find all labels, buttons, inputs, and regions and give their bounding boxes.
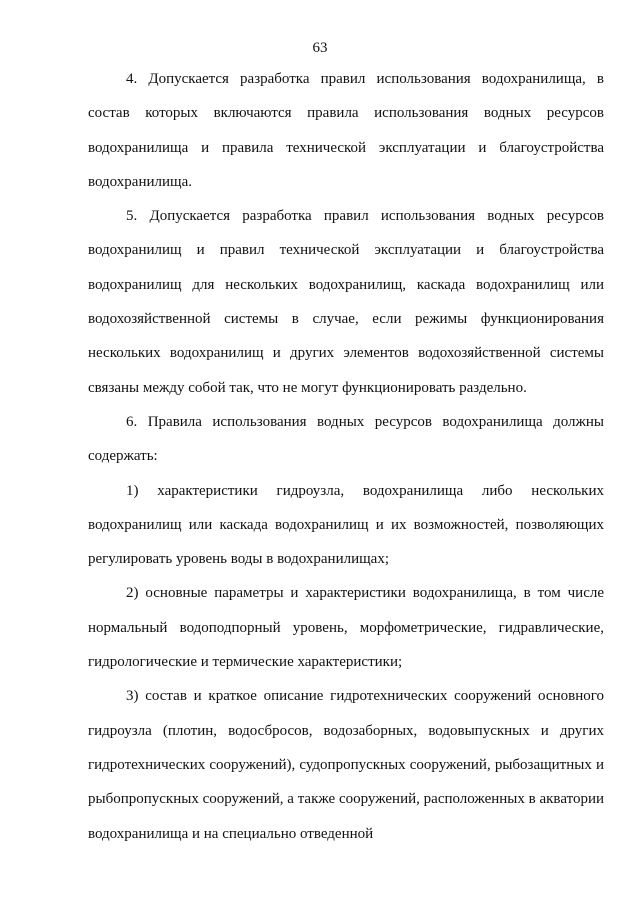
page-number: 63	[312, 40, 328, 56]
list-item-1: 1) характеристики гидроузла, водохранилища либо нескольких водохранилищ или каскада водохранилищ и их возможностей, позволяющих регулировать уровень воды в водохранилищах;	[88, 482, 604, 568]
list-item-3: 3) состав и краткое описание гидротехнических сооружений основного гидроузла (плотин, водосбросов, водозаборных, водовыпускных и других гидротехнических сооружений), судопропускных сооружений, рыбозащитных и рыбопропускных сооружений, а также сооружений, расположенных в акватории водохранилища и на специально отведенной	[88, 688, 604, 842]
paragraph-5: 5. Допускается разработка правил использования водных ресурсов водохранилищ и правил технической эксплуатации и благоустройства водохранилищ для нескольких водохранилищ, каскада водохранилищ или водохозяйственной системы в случае, если режимы функционирования нескольких водохранилищ и других элементов водохозяйственной системы связаны между собой так, что не могут функционировать раздельно.	[88, 208, 604, 396]
paragraph-4: 4. Допускается разработка правил использования водохранилища, в состав которых включаются правила использования водных ресурсов водохранилища и правила технической эксплуатации и благоустройства водохранилища.	[88, 71, 604, 190]
paragraph-6: 6. Правила использования водных ресурсов водохранилища должны содержать:	[88, 413, 604, 465]
list-item-2: 2) основные параметры и характеристики водохранилища, в том числе нормальный водоподпорный уровень, морфометрические, гидравлические, гидрологические и термические характеристики;	[88, 585, 604, 671]
body-text	[88, 62, 604, 851]
